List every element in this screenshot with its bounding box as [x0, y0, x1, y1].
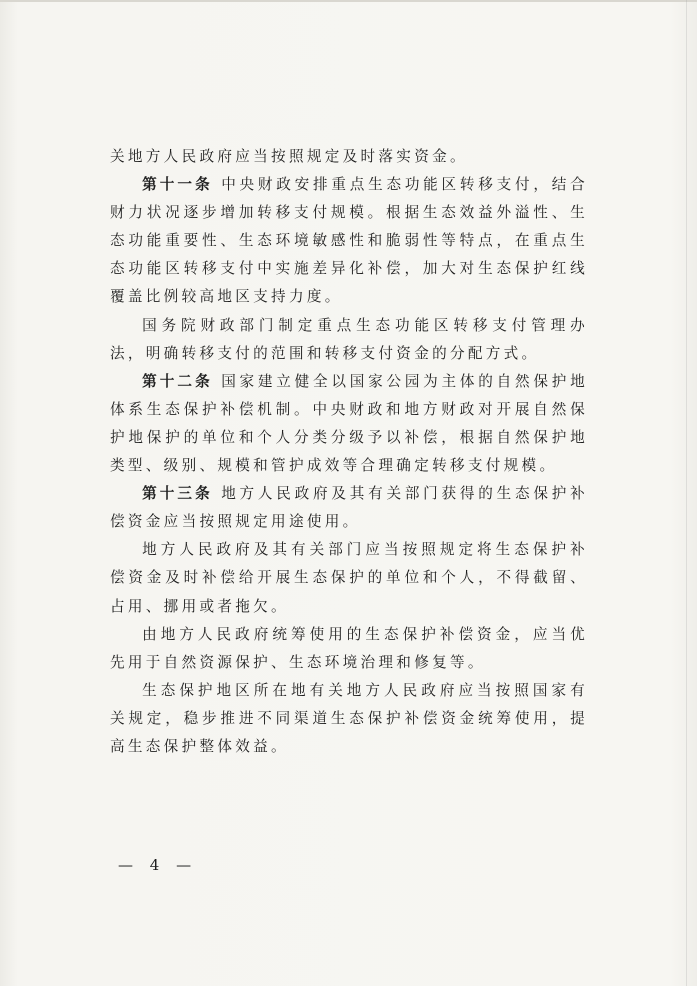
article-12-paragraph [110, 368, 588, 480]
article-13-paragraph-4 [110, 677, 588, 761]
paragraph-text: 关地方人民政府应当按照规定及时落实资金。 [110, 148, 468, 165]
paragraph-continuation [110, 143, 588, 171]
article-13-paragraph-2 [110, 536, 588, 620]
paragraph-text: 地方人民政府及其有关部门应当按照规定将生态保护补偿资金及时补偿给开展生态保护的单位和个人，不得截留、占用、挪用或者拖欠。 [110, 541, 588, 615]
paragraph-text: 由地方人民政府统筹使用的生态保护补偿资金，应当优先用于自然资源保护、生态环境治理和修复等。 [110, 625, 588, 671]
paragraph-text: 地方人民政府及其有关部门获得的生态保护补偿资金应当按照规定用途使用。 [110, 485, 588, 531]
scan-edge [0, 0, 697, 2]
article-13-paragraph [110, 480, 588, 536]
paragraph-text: 国务院财政部门制定重点生态功能区转移支付管理办法，明确转移支付的范围和转移支付资金的分配方式。 [110, 316, 588, 362]
page-fold-line [686, 0, 687, 986]
article-11-title: 第十一条 [142, 176, 213, 194]
article-13-title: 第十三条 [142, 485, 213, 503]
paragraph-text: 国家建立健全以国家公园为主体的自然保护地体系生态保护补偿机制。中央财政和地方财政对开展自然保护地保护的单位和个人分类分级予以补偿，根据自然保护地类型、级别、规模和管护成效等合理确定转移支付规模。 [110, 372, 588, 475]
page-number: — 4 — [118, 856, 198, 874]
article-11-paragraph-2 [110, 312, 588, 368]
article-13-paragraph-3 [110, 621, 588, 677]
article-11-paragraph [110, 171, 588, 311]
paragraph-text: 中央财政安排重点生态功能区转移支付，结合财力状况逐步增加转移支付规模。根据生态效益外溢性、生态功能重要性、生态环境敏感性和脆弱性等特点，在重点生态功能区转移支付中实施差异化补偿，加大对生态保护红线覆盖比例较高地区支持力度。 [110, 176, 588, 306]
article-12-title: 第十二条 [142, 372, 213, 390]
paragraph-text: 生态保护地区所在地有关地方人民政府应当按照国家有关规定，稳步推进不同渠道生态保护补偿资金统筹使用，提高生态保护整体效益。 [110, 681, 588, 755]
document-body [110, 143, 588, 761]
